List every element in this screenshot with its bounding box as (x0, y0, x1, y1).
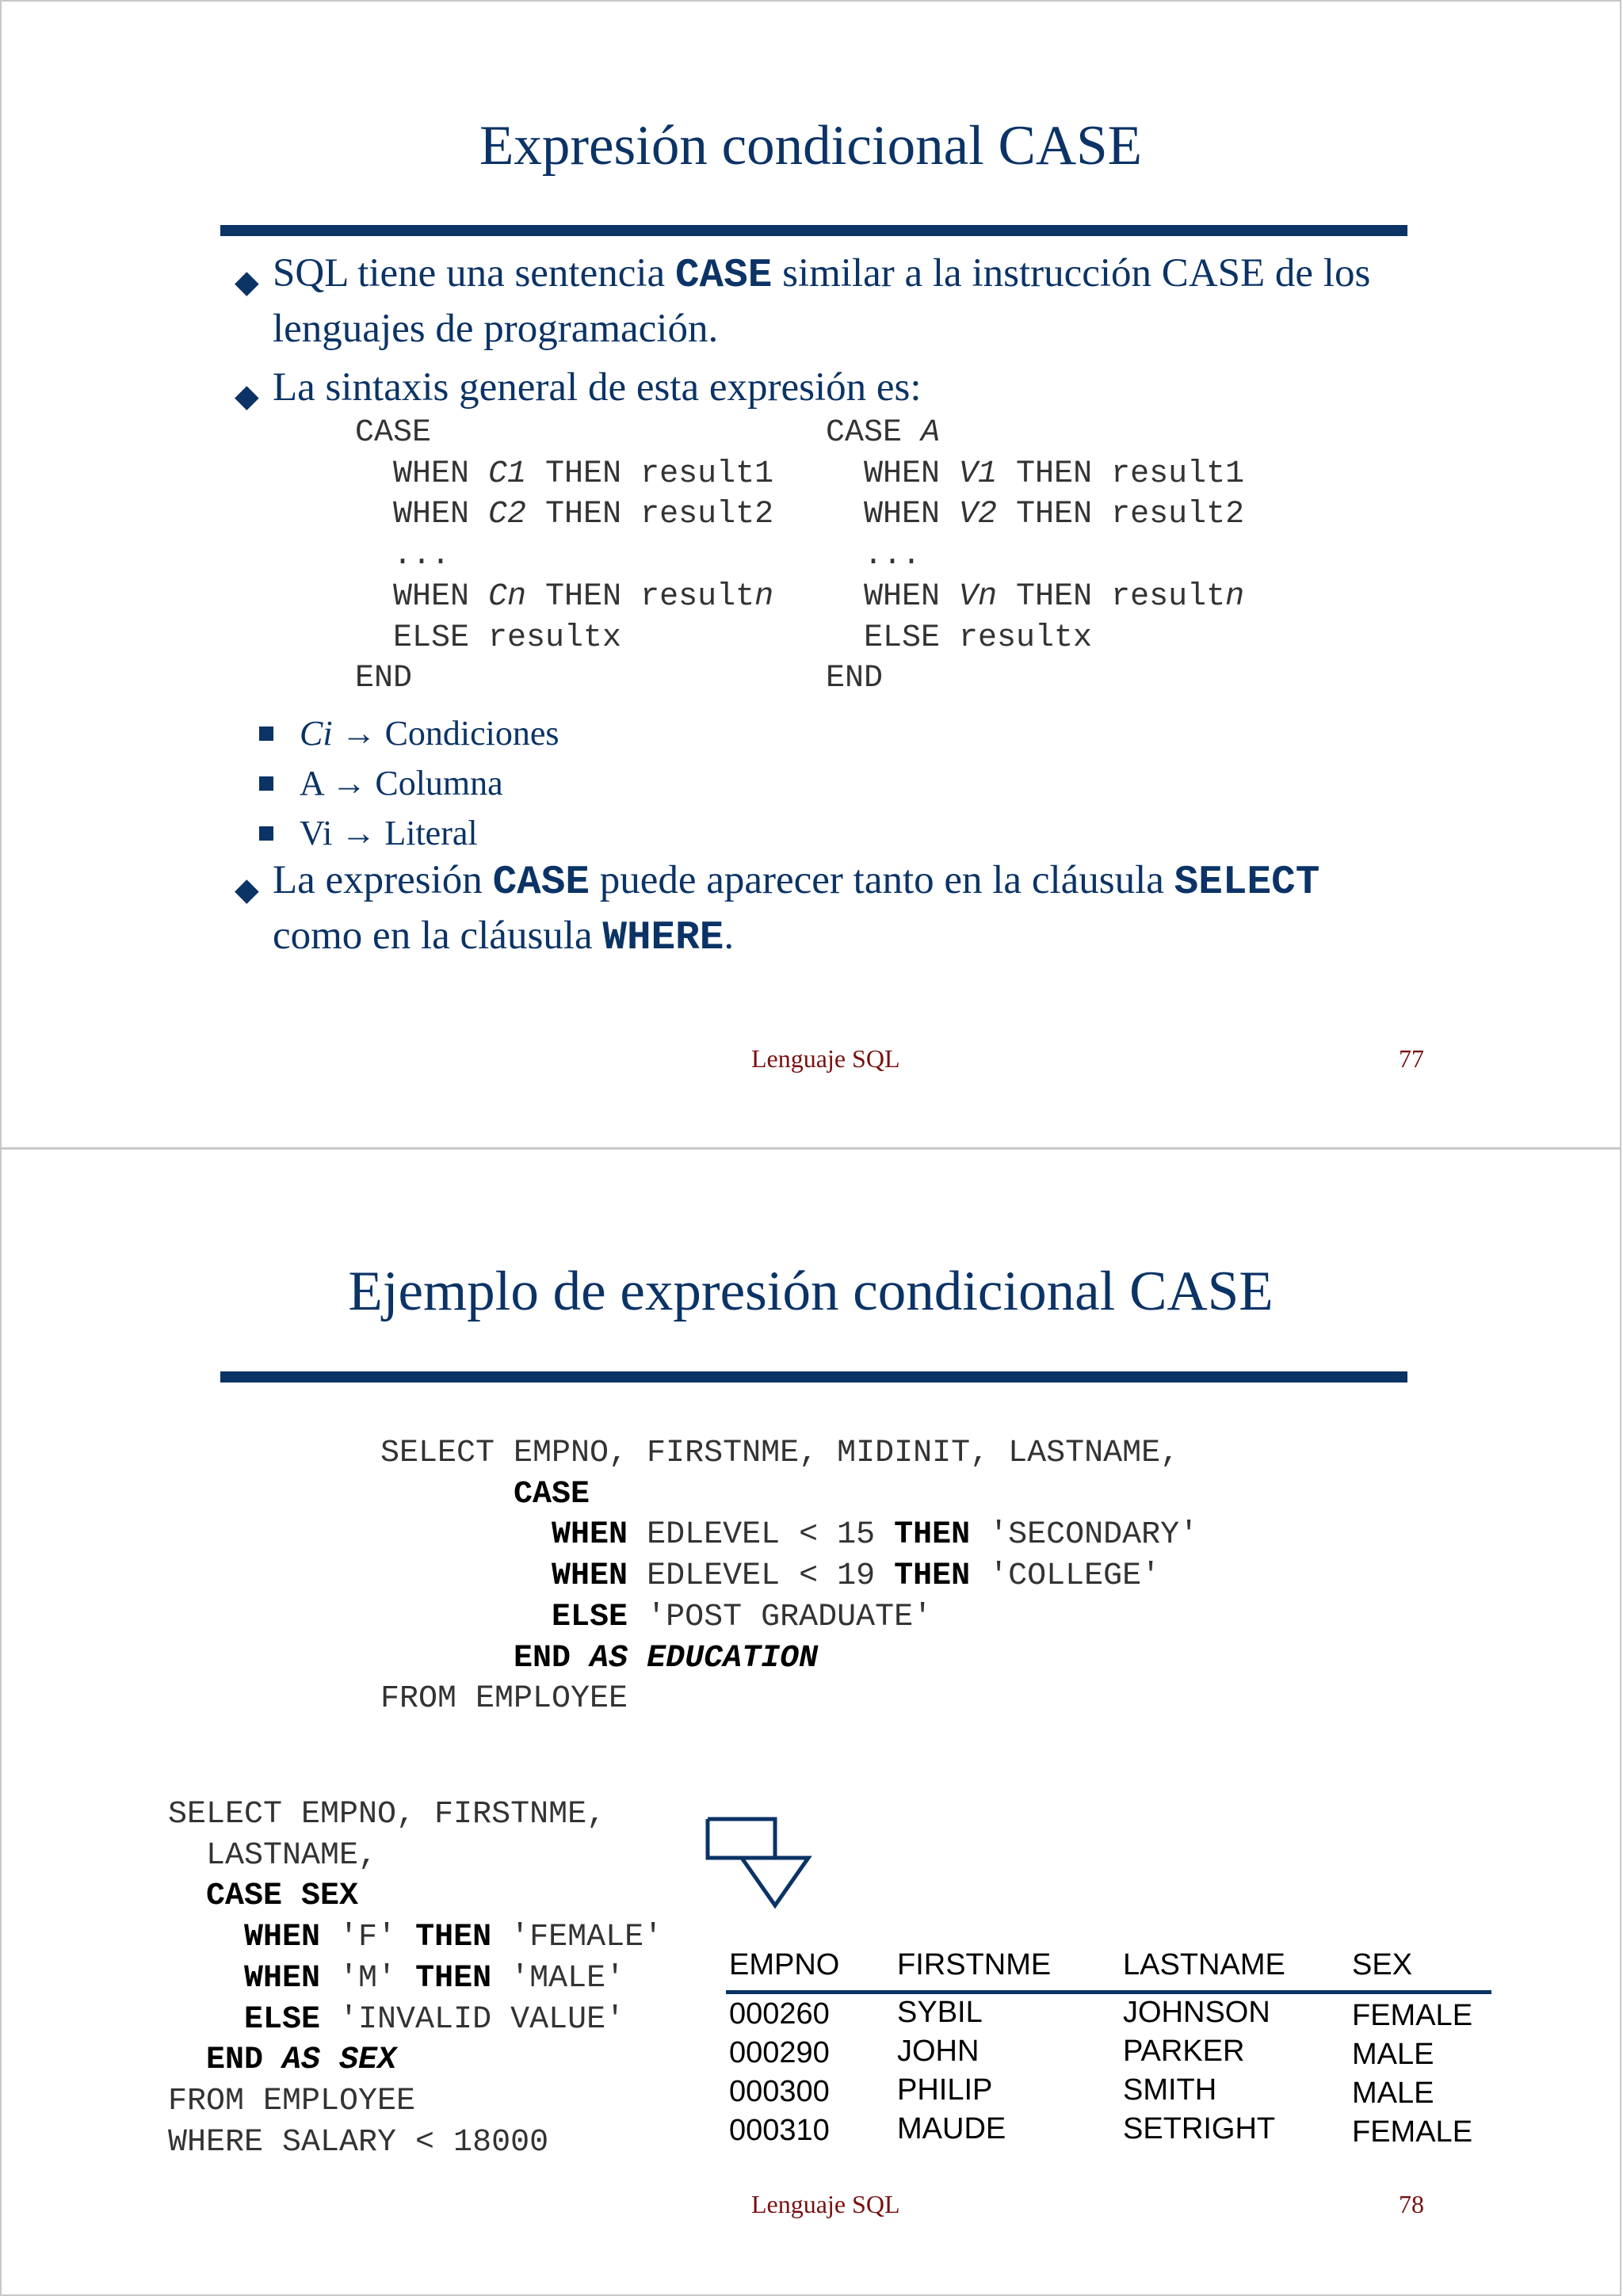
slide-footer: Lenguaje SQL (751, 1044, 900, 1073)
square-bullet-icon (259, 776, 273, 791)
case-syntax-simple: CASE A WHEN V1 THEN result1 WHEN V2 THEN result2 ... WHEN Vn THEN resultn ELSE resultx END (826, 415, 1245, 697)
table-cell: MALE (1352, 2038, 1434, 2071)
legend-ci: Ci → Condiciones (300, 713, 559, 753)
arrow-down-right-icon (705, 1817, 816, 1910)
table-cell: 000290 (729, 2036, 830, 2069)
table-cell: SYBIL (897, 1996, 983, 2029)
sql-example-sex: SELECT EMPNO, FIRSTNME, LASTNAME, CASE SEX WHEN 'F' THEN 'FEMALE' WHEN 'M' THEN 'MALE' ELSE 'INVALID VALUE' END AS SEX FROM EMPLOYEE WHERE SALARY < 18000 (168, 1797, 663, 2161)
table-cell: 000300 (729, 2075, 830, 2108)
case-syntax-searched: CASE WHEN C1 THEN result1 WHEN C2 THEN result2 ... WHEN Cn THEN resultn ELSE resultx END (355, 415, 774, 697)
legend-a: A → Columna (300, 763, 503, 803)
table-cell: PHILIP (897, 2073, 993, 2107)
table-cell: 000260 (729, 1997, 830, 2031)
slide-77 (0, 0, 1621, 1149)
slide-78 (0, 1148, 1621, 2296)
diamond-bullet-icon: ◆ (235, 378, 259, 414)
bullet-case-usage: La expresión CASE puede aparecer tanto en la cláusula SELECT como en la cláusula WHERE. (273, 858, 1320, 961)
title-rule (220, 225, 1407, 236)
slide-title: Ejemplo de expresión condicional CASE (348, 1261, 1274, 1322)
bullet-syntax: La sintaxis general de esta expresión es: (273, 365, 922, 410)
table-cell: PARKER (1123, 2035, 1245, 2068)
table-cell: FEMALE (1352, 2115, 1473, 2149)
square-bullet-icon (259, 727, 273, 741)
bullet-case-statement: SQL tiene una sentencia CASE similar a la instrucción CASE de los lenguajes de programación. (273, 251, 1371, 351)
table-header-lastname: LASTNAME (1123, 1948, 1285, 1981)
table-cell: SETRIGHT (1123, 2112, 1276, 2145)
table-cell: JOHNSON (1123, 1996, 1270, 2029)
table-cell: 000310 (729, 2114, 830, 2147)
title-rule (220, 1371, 1407, 1383)
page-number: 77 (1399, 1044, 1424, 1073)
table-header-empno: EMPNO (729, 1948, 840, 1981)
diamond-bullet-icon: ◆ (235, 264, 259, 299)
table-header-firstnme: FIRSTNME (897, 1948, 1052, 1981)
table-header-sex: SEX (1352, 1948, 1413, 1981)
table-cell: JOHN (897, 2035, 980, 2068)
table-header-rule (726, 1990, 1491, 1994)
page-number: 78 (1399, 2190, 1424, 2218)
table-cell: MALE (1352, 2077, 1434, 2110)
square-bullet-icon (259, 826, 273, 841)
sql-example-education: SELECT EMPNO, FIRSTNME, MIDINIT, LASTNAME, CASE WHEN EDLEVEL < 15 THEN 'SECONDARY' WHEN EDLEVEL < 19 THEN 'COLLEGE' ELSE 'POST GRADUATE' END AS EDUCATION FROM EMPLOYEE (380, 1436, 1199, 1718)
table-cell: MAUDE (897, 2112, 1006, 2145)
table-cell: FEMALE (1352, 1999, 1473, 2032)
legend-vi: Vi → Literal (300, 813, 478, 853)
slide-title: Expresión condicional CASE (479, 115, 1143, 177)
diamond-bullet-icon: ◆ (235, 871, 259, 907)
slide-footer: Lenguaje SQL (751, 2190, 900, 2218)
table-cell: SMITH (1123, 2073, 1217, 2107)
